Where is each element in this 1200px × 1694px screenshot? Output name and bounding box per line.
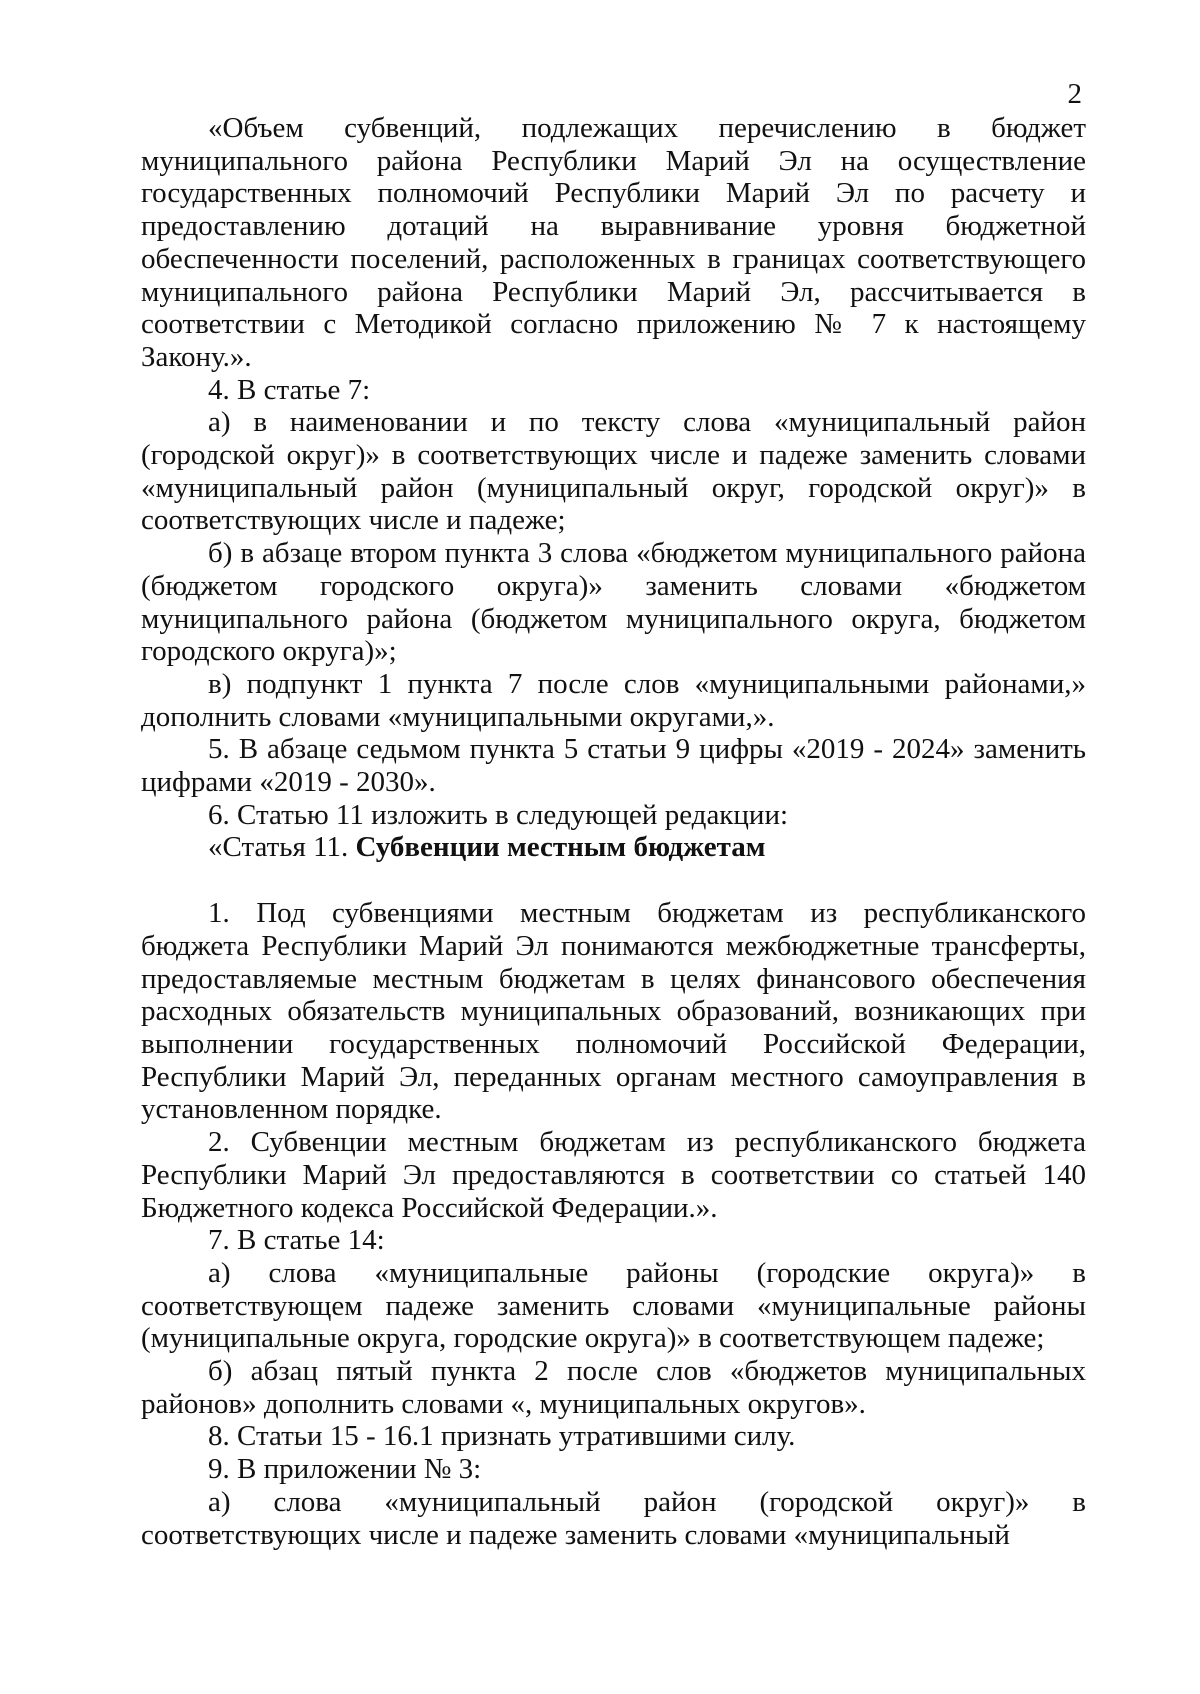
paragraph-item-4v: в) подпункт 1 пункта 7 после слов «муниципальными районами,» дополнить словами «муниципальными округами,».: [141, 667, 1086, 733]
paragraph-item-4: 4. В статье 7:: [208, 373, 371, 406]
paragraph-article-11-part-2: 2. Субвенции местным бюджетам из республиканского бюджета Республики Марий Эл предоставляются в соответствии со статьей 140 Бюджетного кодекса Российской Федерации.».: [141, 1126, 1086, 1224]
paragraph-item-7a: а) слова «муниципальные районы (городские округа)» в соответствующем падеже заменить словами «муниципальные районы (муниципальные округа, городские округа)» в соответствующем падеже;: [141, 1256, 1086, 1355]
blank-line: [141, 864, 1086, 897]
paragraph-item-9a: а) слова «муниципальный район (городской округ)» в соответствующих числе и падеже заменить словами «муниципальный: [141, 1485, 1086, 1551]
document-body: [141, 112, 1086, 1551]
article-heading-prefix: «Статья 11.: [208, 831, 356, 864]
paragraph-item-6: 6. Статью 11 изложить в следующей редакции:: [208, 798, 789, 831]
page-number: 2: [1067, 78, 1082, 110]
paragraph-item-4a: а) в наименовании и по тексту слова «муниципальный район (городской округ)» в соответствующих числе и падеже заменить словами «муниципальный район (муниципальный округ, городской округ)» в соответствующих числе и падеже;: [141, 406, 1086, 537]
article-heading-title: Субвенции местным бюджетам: [355, 831, 766, 864]
paragraph-item-9: 9. В приложении № 3:: [208, 1453, 482, 1486]
paragraph-item-8: 8. Статьи 15 - 16.1 признать утратившими силу.: [208, 1420, 796, 1453]
paragraph-item-7: 7. В статье 14:: [208, 1224, 385, 1257]
article-heading: [141, 831, 1086, 864]
paragraph-item-4b: б) в абзаце втором пункта 3 слова «бюджетом муниципального района (бюджетом городского округа)» заменить словами «бюджетом муниципального района (бюджетом муниципального округа, бюджетом городского округа)»;: [141, 537, 1086, 668]
paragraph-item-7b: б) абзац пятый пункта 2 после слов «бюджетов муниципальных районов» дополнить словами «, муниципальных округов».: [141, 1355, 1086, 1420]
paragraph-article-11-part-1: 1. Под субвенциями местным бюджетам из республиканского бюджета Республики Марий Эл понимаются межбюджетные трансферты, предоставляемые местным бюджетам в целях финансового обеспечения расходных обязательств муниципальных образований, возникающих при выполнении государственных полномочий Российской Федерации, Республики Марий Эл, переданных органам местного самоуправления в установленном порядке.: [141, 897, 1086, 1126]
paragraph-subvention-volume: «Объем субвенций, подлежащих перечислению в бюджет муниципального района Республики Марий Эл на осуществление государственных полномочий Республики Марий Эл по расчету и предоставлению дотаций на выравнивание уровня бюджетной обеспеченности поселений, расположенных в границах соответствующего муниципального района Республики Марий Эл, рассчитывается в соответствии с Методикой согласно приложению № 7 к настоящему Закону.».: [141, 112, 1086, 373]
paragraph-item-5: 5. В абзаце седьмом пункта 5 статьи 9 цифры «2019 - 2024» заменить цифрами «2019 - 2030».: [141, 733, 1086, 799]
